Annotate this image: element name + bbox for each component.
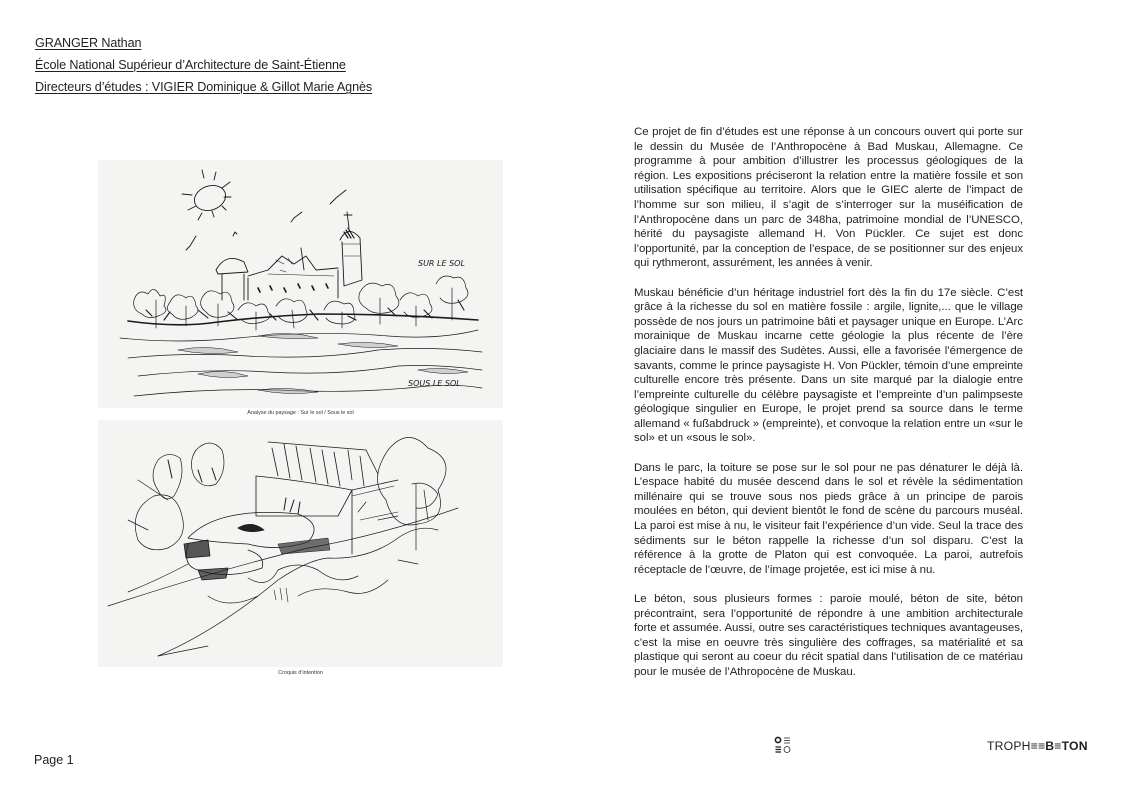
bird-drawing	[291, 212, 302, 222]
study-directors: Directeurs d’études : VIGIER Dominique & Gillot Marie Agnès	[35, 80, 373, 94]
trophee-beton-logo	[987, 739, 1088, 753]
page-number: Page 1	[34, 753, 74, 767]
paragraph: Muskau bénéficie d’un héritage industriel fort dès la fin du 17e siècle. C’est grâce à la richesse du sol en matière fossile : argile, lignite,... que le village possède de nos jours un patrimoine bâti et paysager unique en Europe. L’Arc morainique de Muskau incarne cette géologie la plus récente de l’ère glaciaire dans le massif des Sudètes. Aussi, elle a favorisée l’émergence de savants, comme le prince paysagiste H. Von Pückler, témoin d’une empreinte culturelle encore très présente. Dans un site marqué par la dialogie entre l’empreinte culturelle du célèbre paysagiste et l’empreinte d’un palimpseste géologique singulier en Europe, le projet prend sa source dans le terme allemand « fußabdruck » (empreinte), et convoque la relation entre un «sur le sol» et un «sous le sol».	[634, 286, 1023, 445]
intention-sketch	[98, 420, 503, 667]
label-sous-le-sol: SOUS LE SOL	[408, 379, 461, 388]
bird-drawing	[330, 190, 346, 204]
figure-caption: Croquis d’intention	[278, 670, 323, 676]
label-sur-le-sol: SUR LE SOL	[418, 259, 465, 268]
figure-caption: Analyse du paysage : Sur le sol / Sous le sol	[247, 410, 354, 416]
building-sketch	[256, 442, 398, 554]
roof-slab-sketch	[184, 512, 330, 580]
school-name: École National Supérieur d’Architecture de Saint-Étienne	[35, 58, 346, 72]
bird-drawing	[186, 236, 196, 250]
paragraph: Dans le parc, la toiture se pose sur le sol pour ne pas dénaturer le déjà là. L’espace habité du musée descend dans le sol et révèle la sédimentation millénaire qui se trouve sous nos pieds grâce à un principe de parois moulées en béton, qui devient bientôt le fond de scène du parcours muséal. La paroi est mise à nu, le visiteur fait l’expérience d’un vide. Seul la trace des sédiments sur le béton rappelle la richesse d’un sol disparu. C’est la référence à la grotte de Platon qui est convoquée. La paroi, autrefois réceptacle de l’œuvre, de l’image projetée, est ici mise à nu.	[634, 461, 1023, 576]
trees-drawing	[134, 276, 468, 330]
castle-drawing	[216, 248, 338, 300]
document-header	[35, 32, 372, 98]
brand-bold: B≡TON	[1045, 739, 1088, 753]
paragraph: Le béton, sous plusieurs formes : paroie moulé, béton de site, béton précontraint, sera l’opportunité de répondre à une ambition architecturale forte et assumée. Aussi, outre ses caractéristiques techniques avantageuses, c’est la mise en oeuvre très singulière des coffrages, sa matérialité et sa plastique qui seront au coeur du récit spatial dans l’utilisation de ce matériau pour le musée de l’Athropocène de Muskau.	[634, 593, 1023, 678]
tower-drawing	[340, 212, 362, 286]
brand-light: TROPH≡≡	[987, 739, 1046, 753]
paragraph: Ce projet de fin d’études est une réponse à un concours ouvert qui porte sur le dessin du Musée de l’Anthropocène à Bad Muskau, Allemagne. Ce programme à pour ambition d’illustrer les processus géologiques de la région. Les expositions préciseront la relation entre la matière fossile et son utilisation spécifique au territoire. Alors que le GIEC alerte de l’impact de l’homme sur son milieu, il s’agit de s’interroger sur la muséification de l’Anthropocène dans un parc de 348ha, patrimoine mondial de l’UNESCO, hérité du paysagiste allemand H. Von Pückler. Ce sujet est donc l’opportunité, par la conception de l’espace, de se positionner sur des enjeux qui rythmeront, assurément, les années à venir.	[634, 126, 1023, 270]
sun-drawing	[182, 170, 231, 220]
circles-and-bars-icon	[774, 736, 794, 754]
project-description	[634, 125, 1023, 694]
author-name: GRANGER Nathan	[35, 36, 142, 50]
landscape-analysis-sketch	[98, 160, 503, 408]
